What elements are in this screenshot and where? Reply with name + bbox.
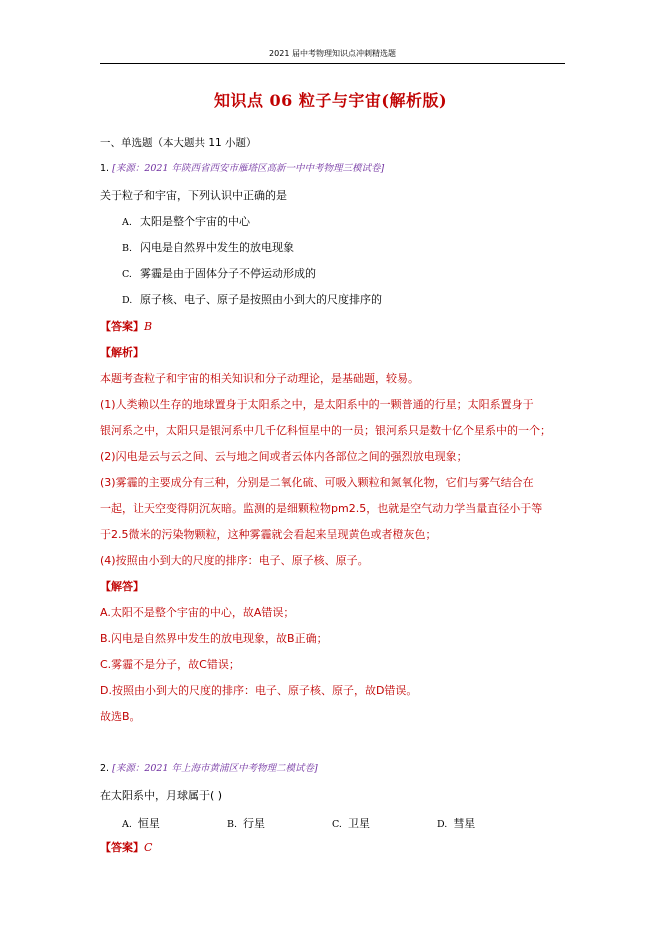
q2-option-a: [122, 815, 227, 831]
q2-option-key: B.: [227, 819, 238, 830]
q2-answer-value: C: [144, 841, 153, 854]
q1-option-c: [122, 268, 316, 280]
q1-option-b: [122, 242, 294, 254]
q2-option-key: D.: [437, 819, 448, 830]
q1-solution-line: D.按照由小到大的尺度的排序：电子、原子核、原子，故D错误。: [100, 684, 418, 697]
q2-option-text: 卫星: [347, 817, 370, 830]
q2-option-text: 恒星: [137, 817, 160, 830]
q1-option-text: 原子核、电子、原子是按照由小到大的尺度排序的: [140, 293, 382, 306]
q2-option-key: C.: [332, 819, 342, 830]
q2-option-text: 彗星: [453, 817, 476, 830]
q1-option-a: [122, 216, 250, 228]
q1-analysis-line: 本题考查粒子和宇宙的相关知识和分子动理论，是基础题，较易。: [100, 372, 419, 385]
q1-analysis-line: 银河系之中，太阳只是银河系中几千亿科恒星中的一员；银河系只是数十亿个星系中的一个；: [100, 424, 551, 437]
q2-answer: [100, 842, 152, 853]
q1-answer: [100, 321, 152, 332]
page-title: 知识点 06 粒子与宇宙(解析版): [213, 91, 448, 110]
q1-answer-value: B: [144, 320, 153, 333]
q1-option-key: D.: [122, 295, 133, 306]
q1-analysis-line: (2)闪电是云与云之间、云与地之间或者云体内各部位之间的强烈放电现象；: [100, 450, 468, 463]
section-heading: 一、单选题（本大题共 11 小题）: [100, 137, 257, 149]
q1-answer-label: 【答案】: [100, 320, 144, 333]
q2-option-d: [437, 815, 542, 831]
q2-number: 2.: [100, 763, 110, 774]
q1-stem: 关于粒子和宇宙，下列认识中正确的是: [100, 189, 287, 202]
q1-option-text: 太阳是整个宇宙的中心: [140, 215, 250, 228]
q1-analysis-line: 于2.5微米的污染物颗粒，这种雾霾就会看起来呈现黄色或者橙灰色；: [100, 528, 437, 541]
q2-source: [来源：2021 年上海市黄浦区中考物理二模试卷]: [112, 763, 318, 774]
q1-analysis-line: (1)人类赖以生存的地球置身于太阳系之中，是太阳系中的一颗普通的行星；太阳系置身于: [100, 398, 534, 411]
q1-analysis-line: (3)雾霾的主要成分有三种，分别是二氧化硫、可吸入颗粒和氮氧化物，它们与雾气结合在: [100, 476, 534, 489]
page-header: 2021 届中考物理知识点冲刺精选题: [100, 48, 565, 64]
q1-option-text: 雾霾是由于固体分子不停运动形成的: [140, 267, 316, 280]
q1-solution-line: 故选B。: [100, 710, 141, 723]
q1-solution-line: B.闪电是自然界中发生的放电现象，故B正确；: [100, 632, 328, 645]
q1-option-key: A.: [122, 217, 132, 228]
q1-option-key: C.: [122, 269, 132, 280]
q1-solution-label: 【解答】: [100, 580, 144, 593]
q2-stem: 在太阳系中，月球属于( ): [100, 789, 223, 802]
q1-solution-line: C.雾霾不是分子，故C错误；: [100, 658, 240, 671]
q2-option-key: A.: [122, 819, 132, 830]
q2-options: [122, 815, 542, 831]
q1-source-line: [100, 164, 384, 174]
q1-analysis-line: 一起，让天空变得阴沉灰暗。监测的是细颗粒物pm2.5，也就是空气动力学当量直径小于等: [100, 502, 543, 515]
q2-option-c: [332, 815, 437, 831]
q2-answer-label: 【答案】: [100, 841, 144, 854]
q1-option-key: B.: [122, 243, 133, 254]
q2-option-b: [227, 815, 332, 831]
q1-analysis-line: (4)按照由小到大的尺度的排序：电子、原子核、原子。: [100, 554, 369, 567]
q2-option-text: 行星: [243, 817, 266, 830]
q2-source-line: [100, 764, 318, 774]
q1-solution-line: A.太阳不是整个宇宙的中心，故A错误；: [100, 606, 295, 619]
q1-source: [来源：2021 年陕西省西安市雁塔区高新一中中考物理三模试卷]: [112, 163, 385, 174]
q1-analysis-label: 【解析】: [100, 346, 144, 359]
q1-option-d: [122, 294, 382, 306]
q1-option-text: 闪电是自然界中发生的放电现象: [140, 241, 294, 254]
q1-number: 1.: [100, 163, 110, 174]
